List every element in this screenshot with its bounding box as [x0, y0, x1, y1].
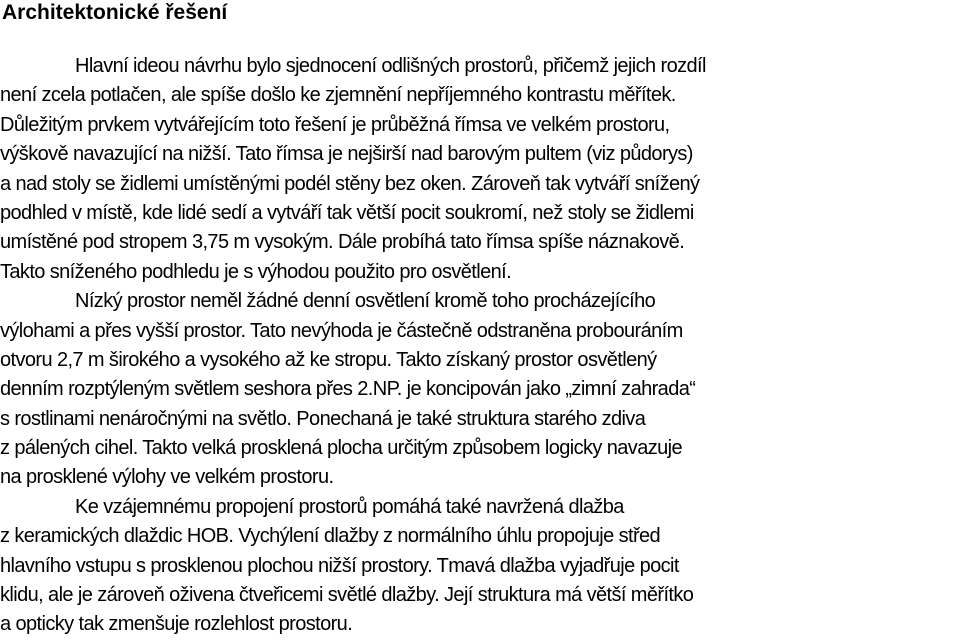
text-line-6: podhled v místě, kde lidé sedí a vytváří tak větší pocit soukromí, než stoly se židlemi [0, 201, 694, 224]
text-line-2: není zcela potlačen, ale spíše došlo ke zjemnění nepříjemného kontrastu měřítek. [0, 84, 676, 107]
text-line-9: Nízký prostor neměl žádné denní osvětlení kromě toho procházejícího [75, 290, 656, 313]
text-line-4: výškově navazující na nižší. Tato římsa je nejširší nad barovým pultem (viz půdorys) [0, 143, 693, 166]
text-line-15: na prosklené výlohy ve velkém prostoru. [0, 466, 334, 489]
text-line-13: s rostlinami nenáročnými na světlo. Ponechaná je také struktura starého zdiva [0, 407, 646, 430]
text-line-14: z pálených cihel. Takto velká prosklená plocha určitým způsobem logicky navazuje [0, 437, 683, 460]
text-line-3: Důležitým prvkem vytvářejícím toto řešení je průběžná římsa ve velkém prostoru, [0, 113, 670, 136]
text-line-18: hlavního vstupu s prosklenou plochou nižší prostory. Tmavá dlažba vyjadřuje pocit [0, 554, 679, 577]
text-line-8: Takto sníženého podhledu je s výhodou použito pro osvětlení. [0, 260, 512, 283]
text-line-20: a opticky tak zmenšuje rozlehlost prostoru. [0, 613, 353, 636]
text-line-17: z keramických dlaždic HOB. Vychýlení dlažby z normálního úhlu propojuje střed [0, 525, 661, 548]
text-line-10: výlohami a přes vyšší prostor. Tato nevýhoda je částečně odstraněna probouráním [0, 319, 683, 342]
text-line-12: denním rozptýleným světlem seshora přes 2.NP. je koncipován jako „zimní zahrada“ [0, 378, 696, 401]
section-heading: Architektonické řešení [2, 1, 228, 24]
text-line-16: Ke vzájemnému propojení prostorů pomáhá také navržená dlažba [75, 495, 624, 518]
text-line-19: klidu, ale je zároveň oživena čtveřicemi světlé dlažby. Její struktura má větší měřítko [0, 584, 694, 607]
body-text [0, 52, 960, 640]
text-line-5: a nad stoly se židlemi umístěnými podél stěny bez oken. Zároveň tak vytváří snížený [0, 172, 700, 195]
text-line-11: otvoru 2,7 m širokého a vysokého až ke stropu. Takto získaný prostor osvětlený [0, 348, 657, 371]
text-line-1: Hlavní ideou návrhu bylo sjednocení odlišných prostorů, přičemž jejich rozdíl [75, 55, 706, 77]
text-line-7: umístěné pod stropem 3,75 m vysokým. Dále probíhá tato římsa spíše náznakově. [0, 231, 685, 254]
